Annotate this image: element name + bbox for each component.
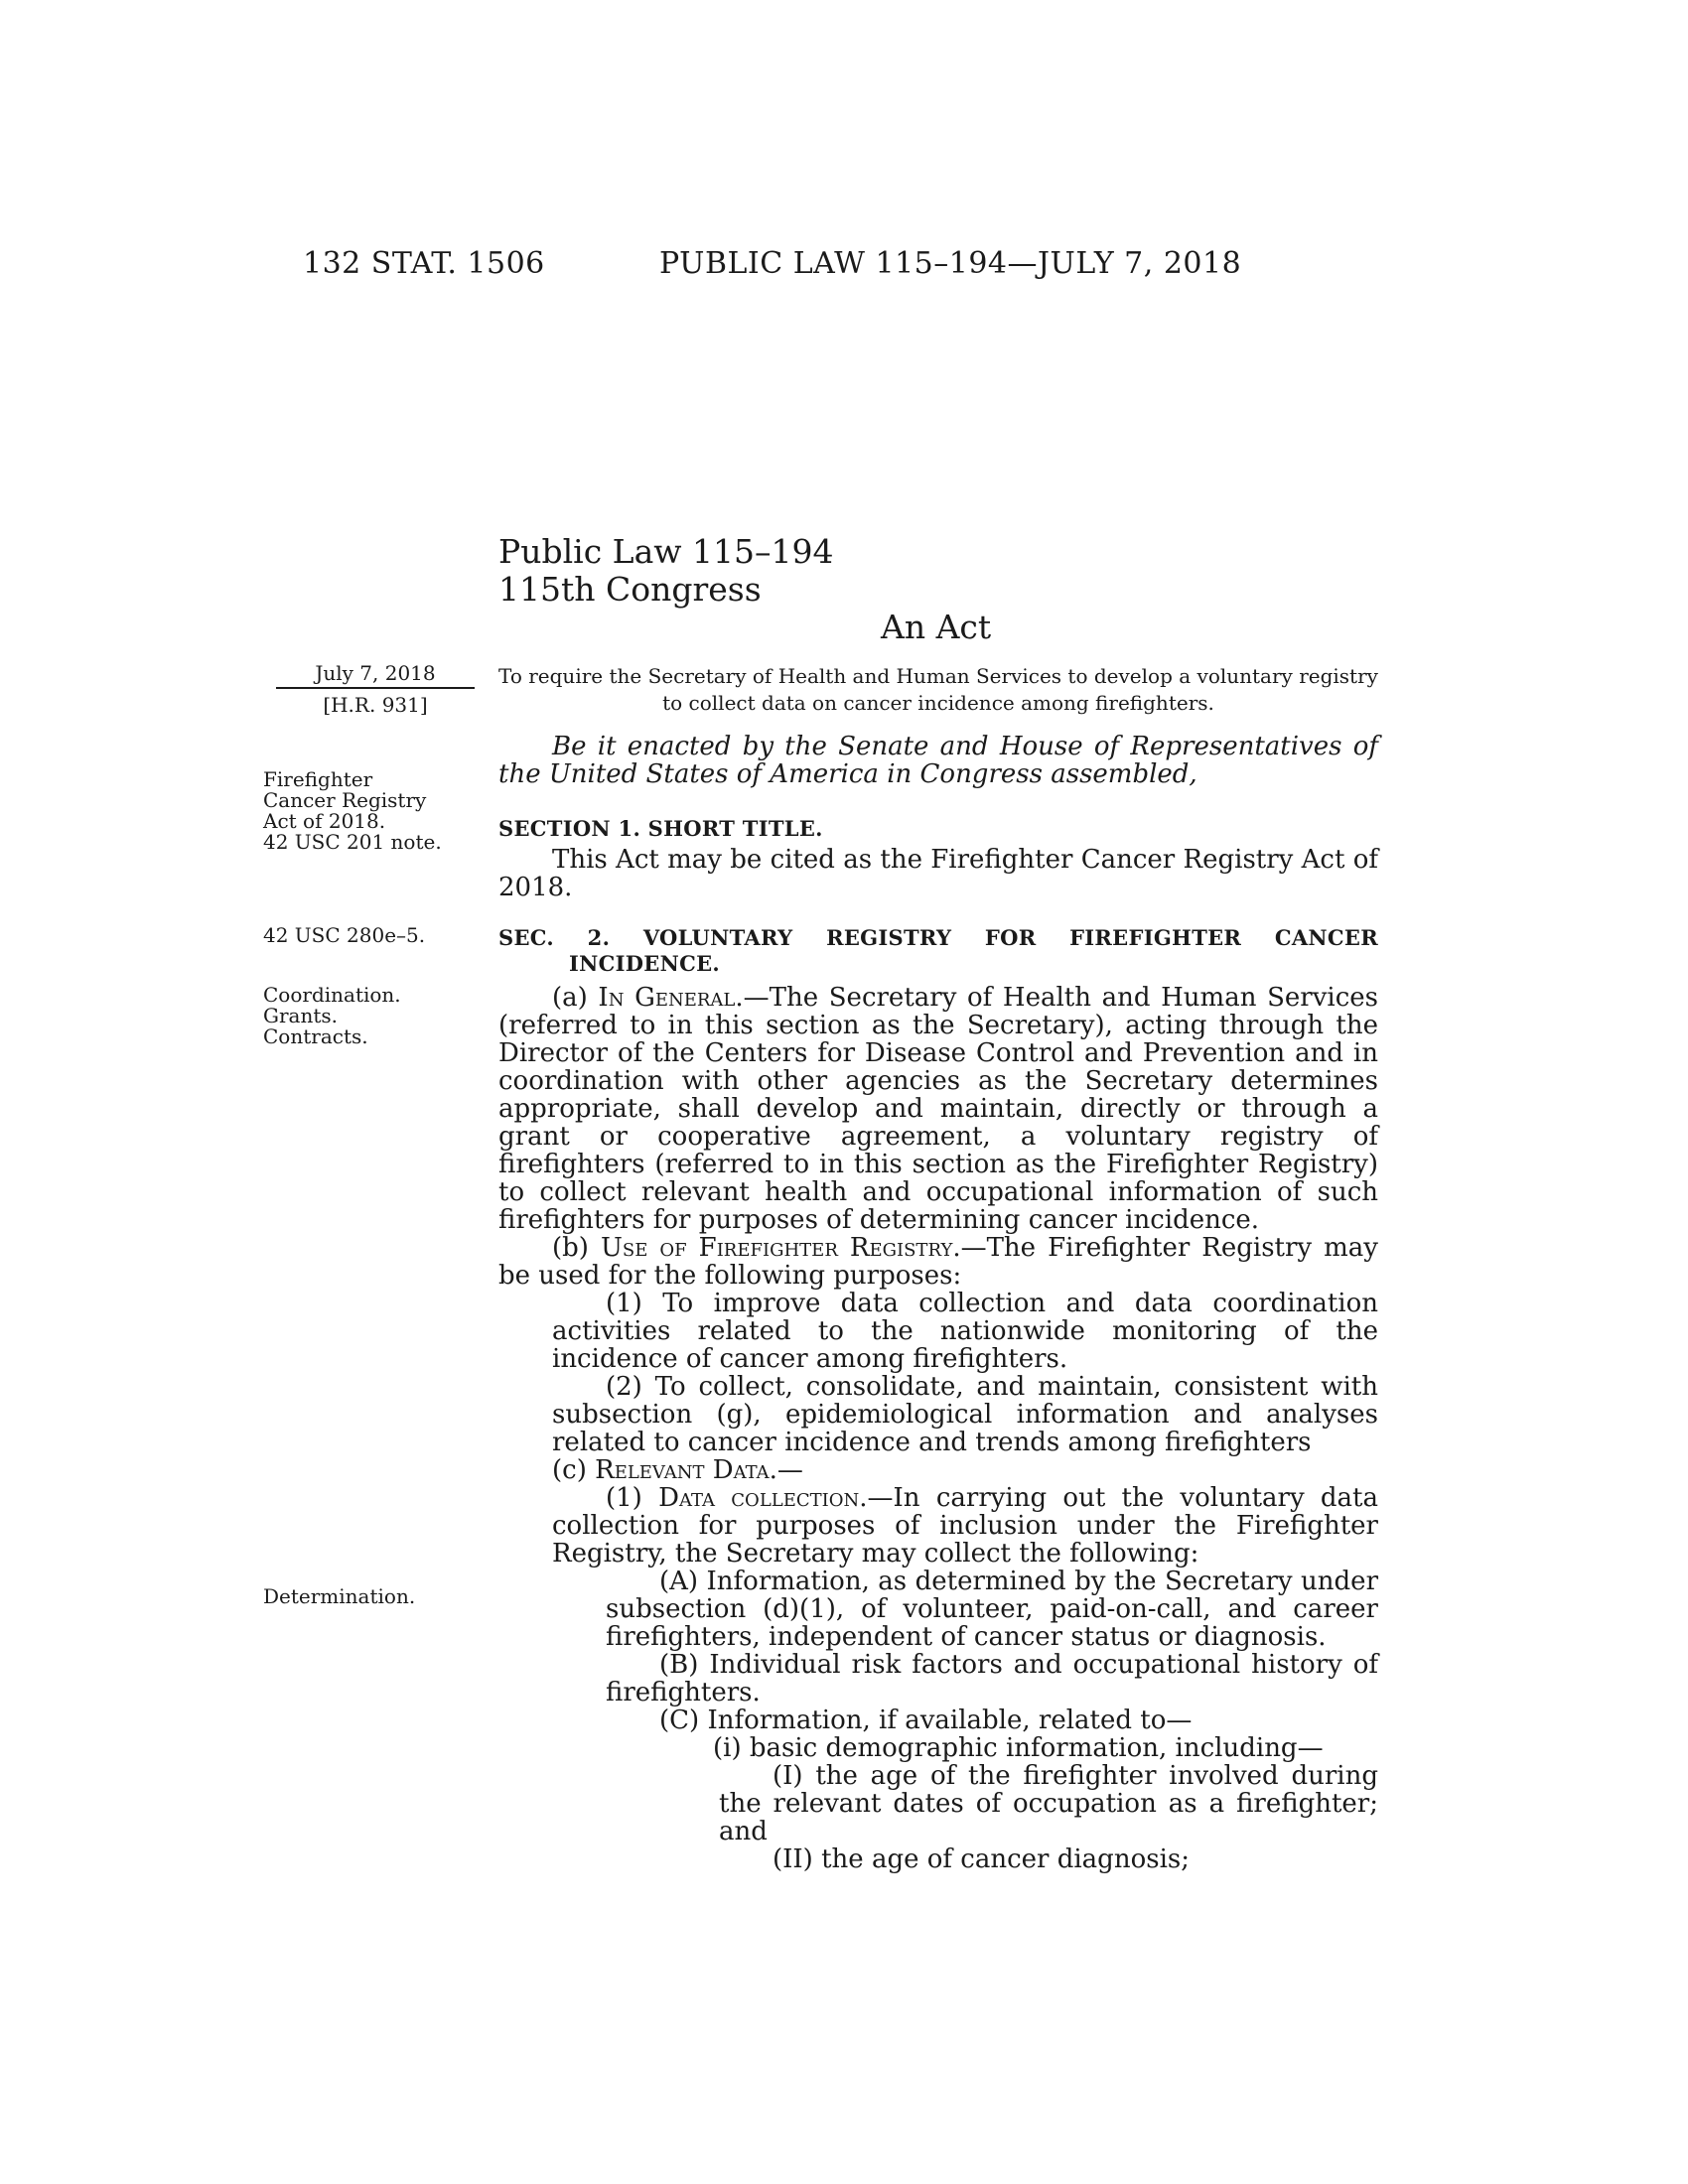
law-number-heading: Public Law 115–194 [498, 532, 834, 571]
subsection-c-caption: Relevant Data [595, 1455, 770, 1485]
paragraph-c1-caption: Data collection [658, 1483, 860, 1513]
running-title: PUBLIC LAW 115–194—JULY 7, 2018 [659, 246, 1242, 281]
margin-note-line: Cancer Registry [263, 788, 427, 812]
subsection-c: (c) Relevant Data.— [552, 1455, 803, 1485]
section-1-heading: SECTION 1. SHORT TITLE. [498, 816, 823, 841]
bill-number: [H.R. 931] [323, 693, 428, 717]
section-2-body [498, 984, 1378, 1873]
heading-word: FIREFIGHTER [1069, 925, 1242, 950]
margin-note-line: Act of 2018. [263, 809, 386, 833]
subsection-a-caption: In General [598, 983, 736, 1013]
subclause-cI: (I) the age of the firefighter involved during the relevant dates of occupation as a firefighter; and [719, 1761, 1378, 1846]
margin-note-line: Firefighter [263, 767, 373, 791]
margin-note-line: Coordination. [263, 983, 401, 1007]
section-2-heading [498, 925, 1378, 950]
page-stat-citation: 132 STAT. 1506 [303, 246, 545, 281]
paragraph-c1: (1) Data collection.—In carrying out the voluntary data collection for purposes of inclusion under the Firefighter Registry, the Secretary may collect the following: [552, 1483, 1379, 1569]
sec-label: SEC. [498, 925, 555, 950]
subparagraph-cC: (C) Information, if available, related to— [659, 1706, 1193, 1735]
subparagraph-cA: (A) Information, as determined by the Secretary under subsection (d)(1), of volunteer, paid-on-call, and career firefighters, independent of cancer status or diagnosis. [606, 1567, 1378, 1652]
enactment-date: July 7, 2018 [276, 661, 475, 689]
short-title-margin-note [263, 769, 442, 853]
sec-number: 2. [587, 925, 611, 950]
sec2-usc-margin-note: 42 USC 280e–5. [263, 923, 426, 947]
section-1-text: This Act may be cited as the Firefighter Cancer Registry Act of 2018. [498, 845, 1378, 902]
enactment-date-box [276, 661, 475, 717]
subsection-a: (a) In General.—The Secretary of Health and Human Services (referred to in this section as the Secretary), acting through the Director of the Centers for Disease Control and Prevention and in coordination with other agencies as the Secretary determines appropriate, shall develop and maintain, directly or through a grant or cooperative agreement, a voluntary registry of firefighters (referred to in this section as the Firefighter Registry) to collect relevant health and occupational information of such firefighters for purposes of determining cancer incidence. [498, 983, 1378, 1235]
subsection-b-caption: Use of Firefighter Registry [600, 1233, 953, 1263]
congress-heading: 115th Congress [498, 570, 762, 609]
enacting-clause: Be it enacted by the Senate and House of Representatives of the United States of America in Congress assembled, [498, 732, 1378, 789]
determination-margin-note: Determination. [263, 1584, 416, 1608]
heading-word: VOLUNTARY [642, 925, 793, 950]
paragraph-b1: (1) To improve data collection and data coordination activities related to the nationwide monitoring of the incidence of cancer among firefighters. [552, 1289, 1378, 1374]
subclause-cII: (II) the age of cancer diagnosis; [773, 1844, 1190, 1874]
heading-word: CANCER [1274, 925, 1378, 950]
margin-note-line: 42 USC 201 note. [263, 830, 442, 854]
heading-word: FOR [984, 925, 1037, 950]
subparagraph-cB: (B) Individual risk factors and occupational history of firefighters. [606, 1650, 1378, 1707]
purpose-statement: To require the Secretary of Health and Human Services to develop a voluntary registry to collect data on cancer incidence among firefighters. [498, 664, 1378, 715]
coordination-margin-note [263, 985, 401, 1047]
margin-note-line: Grants. [263, 1004, 338, 1027]
an-act-heading: An Act [881, 608, 992, 646]
subsection-b: (b) Use of Firefighter Registry.—The Firefighter Registry may be used for the following purposes: [498, 1233, 1378, 1291]
margin-note-line: Contracts. [263, 1024, 368, 1048]
section-2-heading-line2: INCIDENCE. [569, 951, 720, 976]
clause-ci: (i) basic demographic information, including— [713, 1733, 1324, 1763]
paragraph-b2: (2) To collect, consolidate, and maintain, consistent with subsection (g), epidemiological information and analyses related to cancer incidence and trends among firefighters [552, 1372, 1378, 1457]
heading-word: REGISTRY [826, 925, 952, 950]
